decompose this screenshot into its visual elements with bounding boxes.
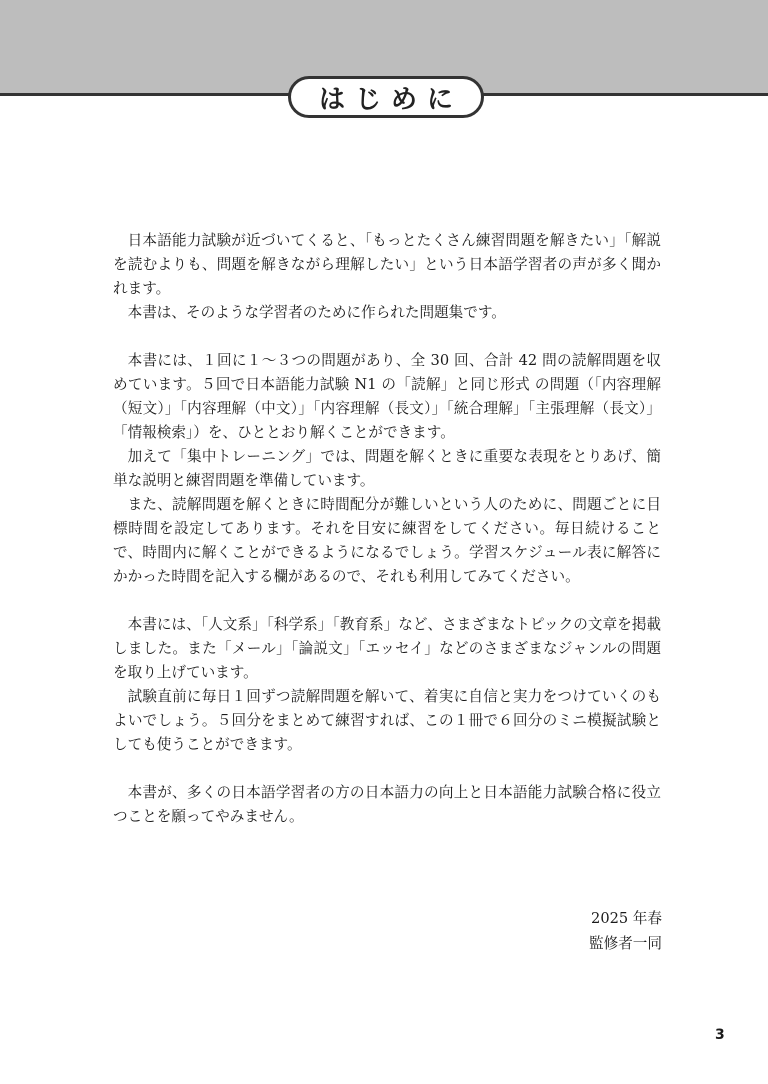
page-number: 3	[715, 1027, 725, 1043]
signature	[589, 906, 662, 956]
paragraph: 日本語能力試験が近づいてくると、「もっとたくさん練習問題を解きたい」「解説を読むよりも、問題を解きながら理解したい」という日本語学習者の声が多く聞かれます。	[113, 232, 661, 297]
body-text	[113, 229, 661, 829]
paragraph: 本書は、そのような学習者のために作られた問題集です。	[127, 304, 506, 321]
paragraph: 本書が、多くの日本語学習者の方の日本語力の向上と日本語能力試験合格に役立つことを願ってやみません。	[113, 784, 661, 825]
paragraph: 本書には、１回に１～３つの問題があり、全 30 回、合計 42 問の読解問題を収めています。５回で日本語能力試験 N1 の「読解」と同じ形式 の問題（「内容理解（短文）」「内容理解（中文）」「内容理解（長文）」「統合理解」「主張理解（長文）」「情報検索」）を、ひととおり解くことができます。	[113, 352, 661, 441]
title-badge	[288, 76, 484, 118]
signature-author: 監修者一同	[589, 935, 662, 952]
paragraph: 加えて「集中トレーニング」では、問題を解くときに重要な表現をとりあげ、簡単な説明と練習問題を準備しています。	[113, 448, 661, 489]
paragraph: また、読解問題を解くときに時間配分が難しいという人のために、問題ごとに目標時間を設定してあります。それを目安に練習をしてください。毎日続けることで、時間内に解くことができるようになるでしょう。学習スケジュール表に解答にかかった時間を記入する欄があるので、それも利用してみてください。	[113, 496, 661, 585]
paragraph: 本書には、「人文系」「科学系」「教育系」など、さまざまなトピックの文章を掲載しました。また「メール」「論説文」「エッセイ」などのさまざまなジャンルの問題を取り上げています。	[113, 616, 661, 681]
page-title: はじめに	[318, 84, 463, 115]
paragraph: 試験直前に毎日１回ずつ読解問題を解いて、着実に自信と実力をつけていくのもよいでしょう。５回分をまとめて練習すれば、この１冊で６回分のミニ模擬試験としても使うことができます。	[113, 688, 661, 753]
signature-date: 2025 年春	[591, 910, 662, 927]
